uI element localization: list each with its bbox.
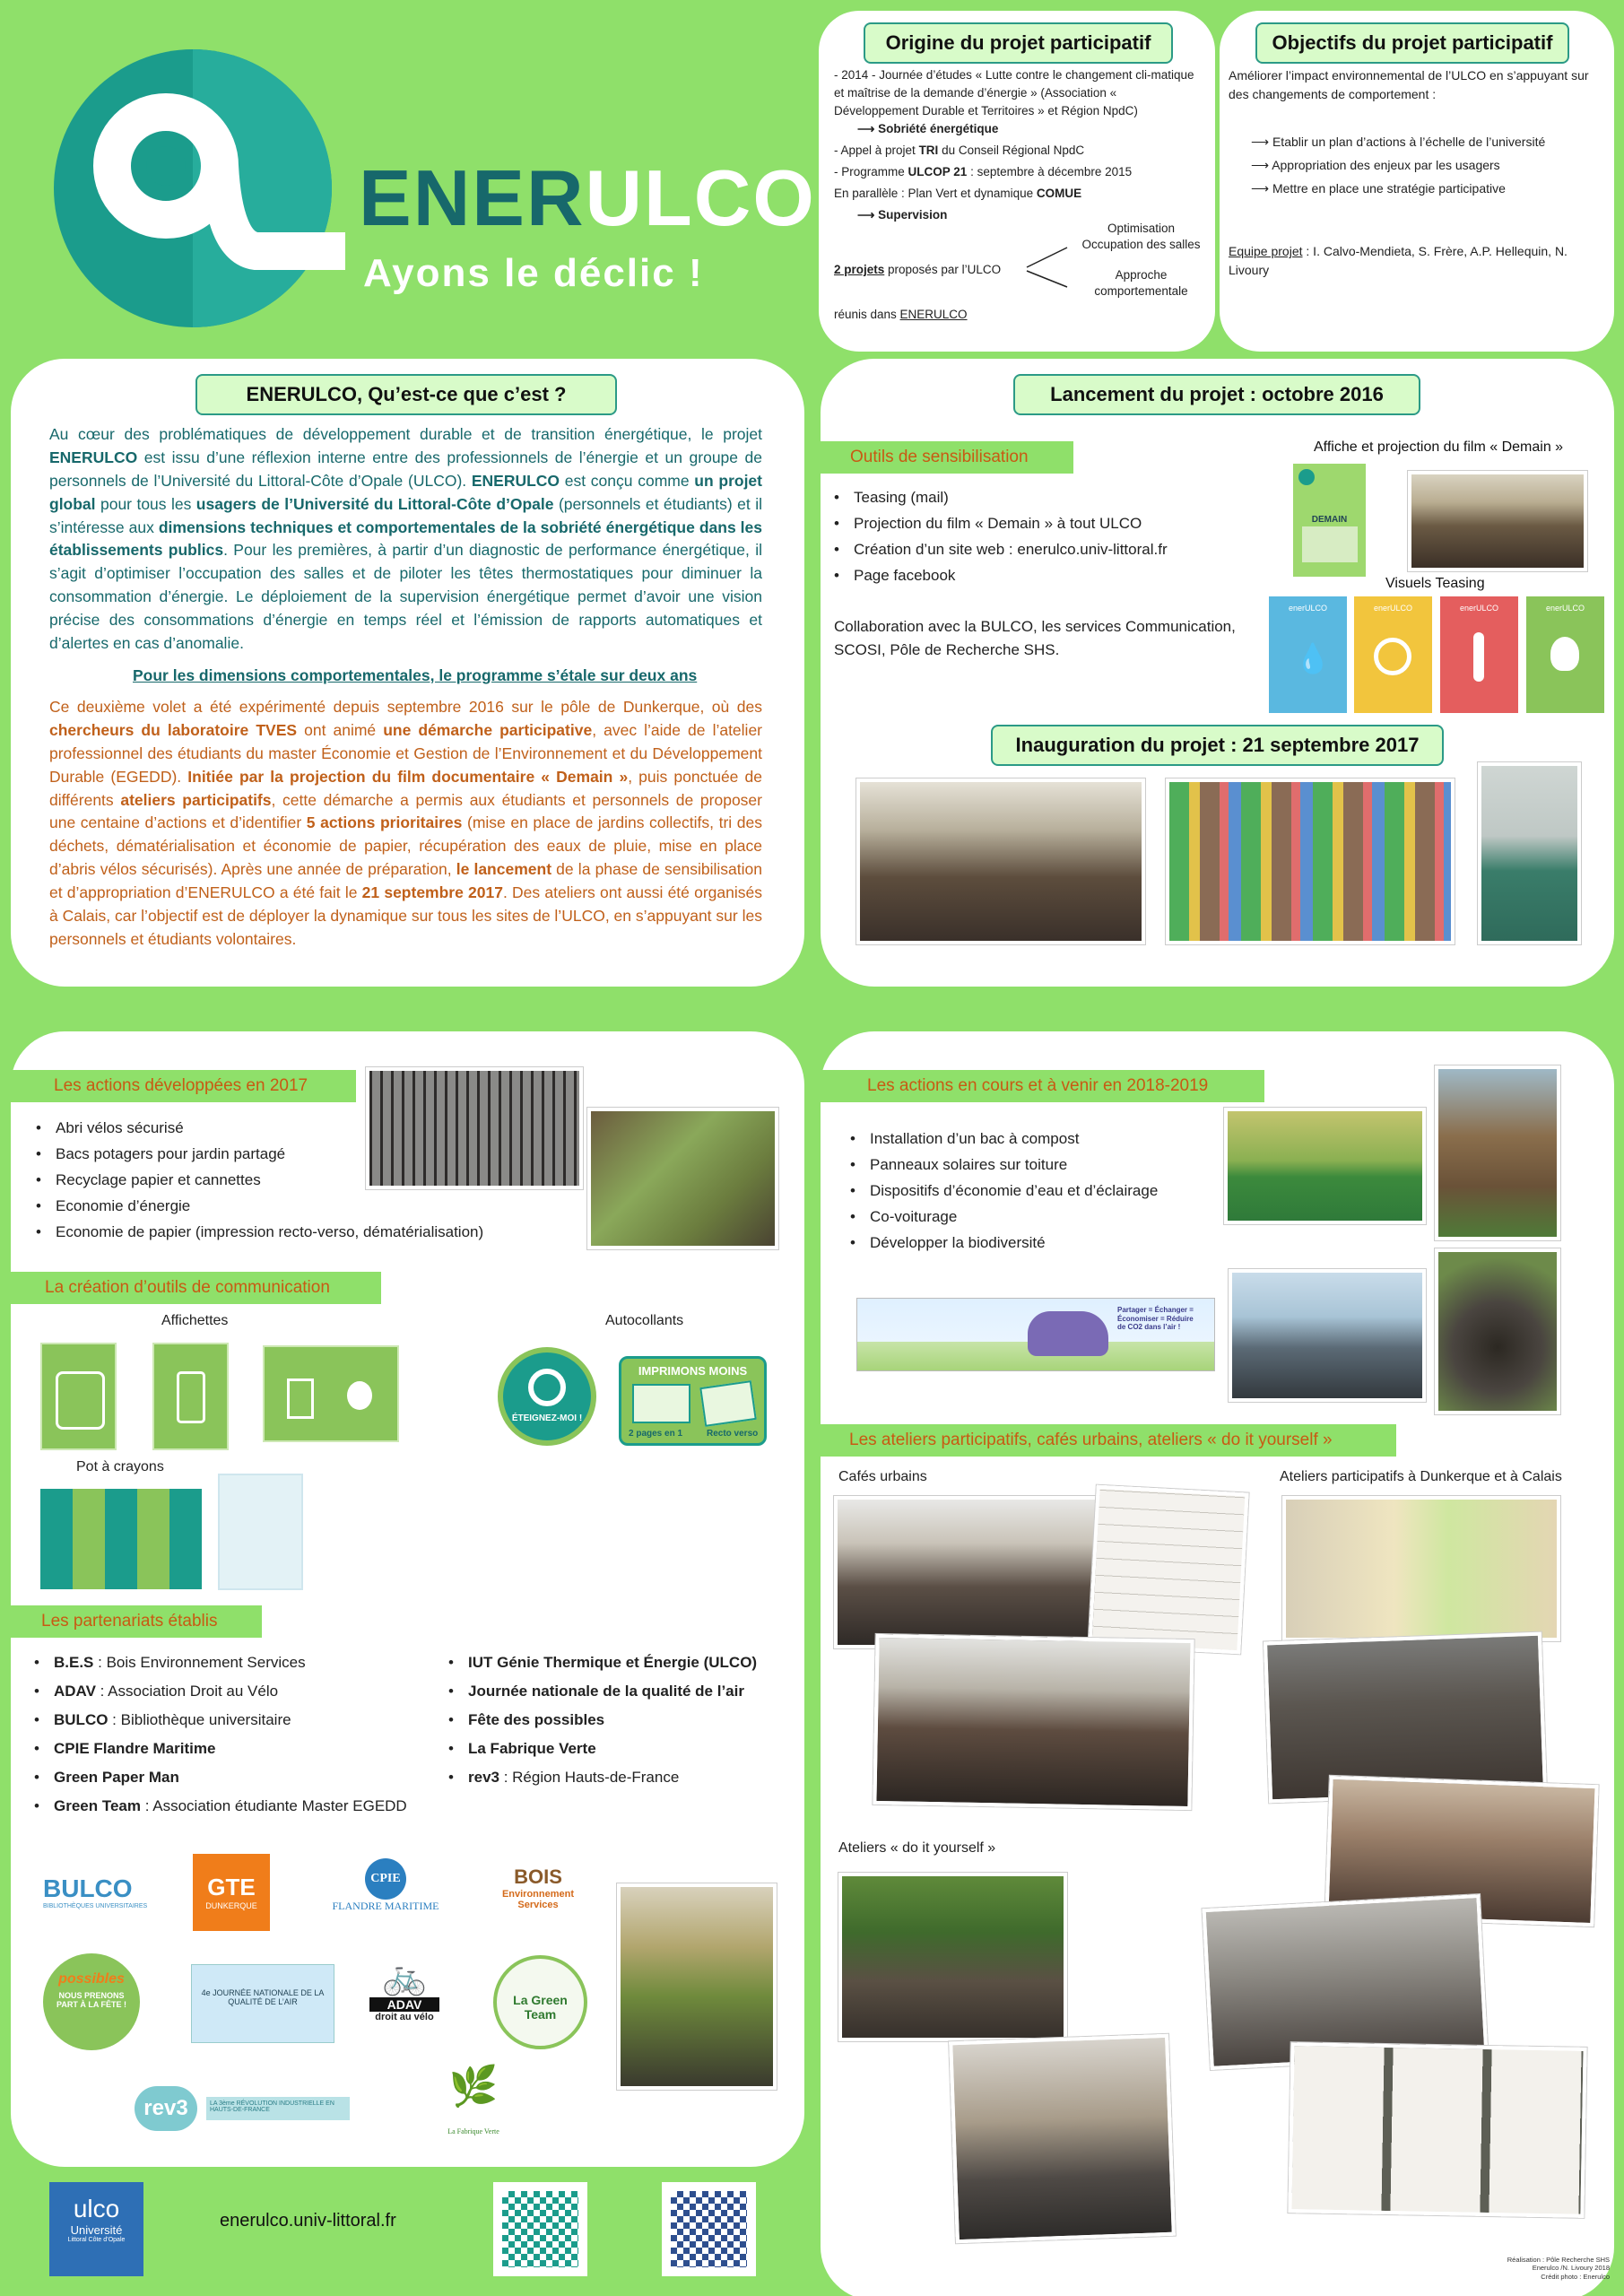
inauguration-photo-2 [1166, 778, 1455, 944]
footer-url[interactable]: enerulco.univ-littoral.fr [220, 2211, 396, 2231]
action2017-item: • Recyclage papier et cannettes [36, 1167, 483, 1193]
origine-projets [834, 263, 1001, 276]
fete-text: possibles [58, 1971, 125, 1987]
body-text: de la phase de sensibilisation et d’appropriation d’ENERULCO a été fait le [49, 860, 762, 902]
emphasis-text: usagers de l’Université du Littoral-Côte d’Opale [195, 494, 554, 513]
projection-photo [1408, 471, 1587, 571]
dk-photo-1 [1282, 1496, 1560, 1641]
fabrique-text: La Fabrique Verte [447, 2127, 499, 2135]
ulco-univ: Université [70, 2223, 123, 2237]
diy-photo-2 [949, 2034, 1176, 2243]
jnqa-logo [191, 1964, 334, 2043]
brand-ener: ENER [359, 153, 586, 242]
quest-paragraph-2 [49, 696, 762, 952]
building-photo [1229, 1269, 1426, 1402]
origine-body [834, 66, 1202, 224]
partner-desc: : Bois Environnement Services [93, 1654, 306, 1671]
inauguration-title: Inauguration du projet : 21 septembre 2017 [991, 725, 1444, 766]
teasing-poster-3 [1440, 596, 1518, 713]
demain-poster [1291, 462, 1368, 578]
collab-text: Collaboration avec la BULCO, les services Communication, SCOSI, Pôle de Recherche SHS. [834, 618, 1236, 658]
avenir-item: • Dispositifs d’économie d’eau et d’éclairage [850, 1178, 1158, 1204]
autocollants-caption: Autocollants [605, 1313, 684, 1328]
ateliers-heading: Les ateliers participatifs, cafés urbains, ateliers « do it yourself » [821, 1424, 1396, 1457]
o-l3b: ULCOP 21 [908, 164, 968, 178]
actions2017-list [36, 1115, 483, 1245]
sticker2-a: 2 pages en 1 [629, 1429, 683, 1439]
adav-sub: droit au vélo [375, 2012, 434, 2022]
objectifs-title: Objectifs du projet participatif [1255, 22, 1569, 64]
emphasis-text: dimensions techniques et comportementales de la sobriété énergétique dans les établissements publics [49, 517, 762, 560]
sticker-imprimons [619, 1356, 767, 1446]
action2017-item: • Abri vélos sécurisé [36, 1115, 483, 1141]
outil-item: • Création d’un site web : enerulco.univ-littoral.fr [834, 536, 1168, 562]
bois-text: BOIS [514, 1866, 562, 1888]
greenteam-text: La Green Team [513, 1993, 568, 2022]
garden-photo [587, 1108, 778, 1249]
outil-item: • Teasing (mail) [834, 484, 1168, 510]
origine-line2 [834, 142, 1202, 160]
quest-paragraph-1 [49, 423, 762, 656]
avenir-item: • Panneaux solaires sur toiture [850, 1152, 1158, 1178]
avenir-item: • Installation d’un bac à compost [850, 1126, 1158, 1152]
affichette-2 [152, 1343, 229, 1450]
origine-arrow2-text: Supervision [878, 207, 948, 222]
partner-item [34, 1706, 407, 1735]
partner-name: Green Paper Man [54, 1769, 179, 1786]
objectif-item [1251, 153, 1545, 177]
body-text: (mise en place de jardins collectifs, tri des déchets, dématérialisation et économie de papier, récupération des eaux de pluie, mise en place d’abris vélos sécurisés). Après une année de préparation, [49, 813, 762, 879]
partner-desc: : Association étudiante Master EGEDD [141, 1797, 407, 1814]
emphasis-text: ENERULCO [471, 471, 560, 490]
o-l2b: TRI [918, 143, 939, 157]
partenariats-right [448, 1648, 757, 1792]
diy-photo-1 [838, 1873, 1067, 2041]
o-l2c: du Conseil Régional NpdC [938, 143, 1085, 157]
fete-possibles-logo [43, 1953, 140, 2050]
enerulco-logo [49, 49, 821, 327]
demain-image [1302, 526, 1358, 562]
arrow-right-icon: ⟶ [857, 207, 879, 222]
emphasis-text: chercheurs du laboratoire TVES [49, 720, 298, 739]
partner-name: ADAV [54, 1683, 96, 1700]
body-text: , avec l’aide de l’atelier professionnel des étudiants du master Économie et Gestion de l’Environnement et du Développement Durable (EGEDD). [49, 720, 763, 786]
partner-item [34, 1792, 407, 1821]
action2017-item: • Economie de papier (impression recto-verso, dématérialisation) [36, 1219, 483, 1245]
ulco-logo [49, 2182, 143, 2276]
avenir-item: • Développer la biodiversité [850, 1230, 1158, 1256]
body-text: est issu d’une réflexion interne entre des professionnels de l’énergie et un groupe de personnels de l’Université du Littoral-Côte d’Opale (ULCO). [49, 448, 762, 490]
gte-sub: DUNKERQUE [205, 1901, 257, 1910]
outils-heading: Outils de sensibilisation [821, 441, 1073, 474]
body-text: , puis ponctuée de différents [49, 767, 762, 809]
gte-text: GTE [207, 1874, 256, 1900]
o-l3c: : septembre à décembre 2015 [967, 164, 1133, 178]
body-text: ont animé [297, 720, 384, 739]
arrow-right-icon: ⟶ [857, 121, 879, 135]
pages-icon [699, 1380, 757, 1427]
quest-title: ENERULCO, Qu’est-ce que c’est ? [195, 374, 617, 415]
partner-item [34, 1763, 407, 1792]
emphasis-text: une démarche participative [383, 720, 593, 739]
outil-item: • Page facebook [834, 562, 1168, 588]
covoiturage-banner [856, 1298, 1215, 1371]
partners-stand-photo [617, 1883, 777, 2090]
book-icon [632, 1384, 690, 1423]
o-reunis-a: réunis dans [834, 308, 900, 321]
origine-title: Origine du projet participatif [864, 22, 1173, 64]
outils-list [834, 484, 1168, 588]
insect-hotel-photo [1435, 1065, 1560, 1240]
body-text: (personnels et étudiants) et il s’intéresse aux [49, 494, 762, 536]
origine-reunis [834, 308, 968, 321]
battery-icon [177, 1371, 205, 1423]
brand-ulco: ULCO [585, 153, 816, 242]
equipe-label: Equipe projet [1229, 244, 1303, 258]
arrow-right-icon: ⟶ [1251, 181, 1272, 196]
lancement-title: Lancement du projet : octobre 2016 [1013, 374, 1420, 415]
objectif-text: Mettre en place une stratégie participative [1272, 181, 1506, 196]
partner-desc: : Région Hauts-de-France [499, 1769, 680, 1786]
partner-desc: : Association Droit au Vélo [95, 1683, 279, 1700]
outil-item: • Projection du film « Demain » à tout ULCO [834, 510, 1168, 536]
sticker-eteignez [498, 1347, 596, 1446]
quest-subheading: Pour les dimensions comportementales, le programme s’étale sur deux ans [133, 666, 698, 684]
dk-photo-5 [1288, 2042, 1586, 2218]
objectif-text: Etablir un plan d’actions à l’échelle de l’université [1272, 135, 1546, 149]
cpie-sub: FLANDRE MARITIME [332, 1900, 439, 1912]
enerulco-mini-logo-icon [1298, 469, 1315, 485]
o-l3a: - Programme [834, 164, 908, 178]
green-team-logo [493, 1955, 587, 2049]
poster-brand: enerULCO [1545, 604, 1585, 613]
pot-crayons-2 [218, 1474, 303, 1590]
bois-sub: Environnement Services [501, 1889, 575, 1910]
equipe-names: : I. Calvo-Mendieta, S. Frère, A.P. Hellequin, N. Livoury [1229, 244, 1568, 277]
car-text: Partager = Échanger = Économiser = Réduire de CO2 dans l’air ! [1117, 1306, 1194, 1332]
fabrique-verte-logo [438, 2063, 509, 2152]
ulco-text: ulco [73, 2195, 120, 2222]
objectif-item [1251, 130, 1545, 153]
credit-line: Enerulco /N. Livoury 2018 [1532, 2264, 1610, 2273]
inauguration-photo-3 [1478, 762, 1581, 944]
credit-line: Crédit photo : Enerulco [1541, 2272, 1610, 2281]
origine-branch2: Approche comportementale [1094, 268, 1188, 298]
o-l2a: - Appel à projet [834, 143, 919, 157]
o-projets-b: proposés par l’ULCO [884, 263, 1002, 276]
arrow-right-icon: ⟶ [1251, 135, 1272, 149]
teasing-poster-4 [1526, 596, 1604, 713]
origine-line3 [834, 163, 1202, 181]
car-icon [1028, 1311, 1108, 1356]
credit-line: Réalisation : Pôle Recherche SHS [1507, 2256, 1610, 2264]
gte-logo [193, 1854, 270, 1931]
partenariats-left [34, 1648, 407, 1821]
bicycle-icon: 🚲 [382, 1957, 427, 1996]
cpie-logo [323, 1858, 448, 1913]
qr-code-website-icon[interactable] [493, 2182, 587, 2276]
enerulco-swirl-icon [49, 49, 345, 327]
diy-caption: Ateliers « do it yourself » [838, 1840, 996, 1856]
adav-text: ADAV [369, 1997, 439, 2012]
emphasis-text: 21 septembre 2017 [361, 883, 503, 902]
maze-icon [56, 1371, 105, 1430]
affiche-caption: Affiche et projection du film « Demain » [1314, 439, 1564, 455]
origine-arrow1 [834, 120, 1202, 138]
partner-item [448, 1706, 757, 1735]
lightbulb-icon [1550, 637, 1579, 671]
partner-item [34, 1677, 407, 1706]
partner-name: La Fabrique Verte [468, 1740, 596, 1757]
bois-logo [498, 1866, 578, 1910]
affichette-3 [263, 1345, 399, 1442]
jnqa-text: 4e JOURNÉE NATIONALE DE LA QUALITÉ DE L’AIR [201, 1988, 325, 2006]
body-text: Au cœur des problématiques de développement durable et de transition énergétique, le projet [49, 425, 762, 443]
qr-code-facebook-icon[interactable] [662, 2182, 756, 2276]
cpie-text: CPIE [365, 1858, 406, 1900]
rev3-sub: LA 3ème RÉVOLUTION INDUSTRIELLE EN HAUTS-DE-FRANCE [206, 2097, 350, 2120]
power-icon [528, 1369, 566, 1406]
rev3-logo [135, 2086, 350, 2131]
emphasis-text: un projet global [49, 471, 762, 513]
partner-item [448, 1735, 757, 1763]
partner-item [448, 1677, 757, 1706]
ulco-univ-sub: Littoral Côte d’Opale [67, 2237, 126, 2243]
objectifs-intro: Améliorer l’impact environnemental de l’ULCO en s’appuyant sur des changements de comportement : [1229, 68, 1589, 101]
fete-sub: NOUS PRENONS PART À LA FÊTE ! [56, 1991, 126, 2009]
cafe-photo-2 [873, 1634, 1194, 1810]
avenir-heading: Les actions en cours et à venir en 2018-2019 [821, 1070, 1264, 1102]
emphasis-text: 5 actions prioritaires [306, 813, 463, 832]
emphasis-text: ateliers participatifs [120, 790, 272, 809]
partner-name: rev3 [468, 1769, 499, 1786]
compost-photo [1435, 1248, 1560, 1414]
pot-caption: Pot à crayons [76, 1459, 164, 1474]
cafes-caption: Cafés urbains [838, 1469, 927, 1484]
pot-crayons-1 [40, 1489, 202, 1589]
body-text: pour tous les [95, 494, 196, 513]
footer-credits [1390, 2256, 1610, 2281]
partner-item [448, 1648, 757, 1677]
body-text: . Des ateliers ont aussi été organisés à Calais, car l’objectif est de déployer la dynamique sur tous les sites de l’ULCO, en s’appuyant sur les personnels et étudiants volontaires. [49, 883, 762, 948]
water-drop-icon: 💧 [1295, 642, 1331, 674]
cafe-photo-1 [834, 1496, 1103, 1648]
o-l4a: En parallèle : Plan Vert et dynamique [834, 186, 1037, 200]
poster-brand: enerULCO [1373, 604, 1413, 613]
lightbulb-icon [347, 1381, 372, 1410]
adav-logo [369, 1955, 439, 2022]
emphasis-text: ENERULCO [49, 448, 138, 466]
body-text: Ce deuxième volet a été expérimenté depuis septembre 2016 sur le pôle de Dunkerque, où des [49, 698, 762, 716]
thermometer-icon [1473, 632, 1484, 682]
window-icon [287, 1378, 314, 1419]
brand-name [359, 152, 816, 244]
partner-item [34, 1735, 407, 1763]
emphasis-text: Initiée par la projection du film documentaire « Demain » [187, 767, 629, 786]
avenir-list [850, 1126, 1158, 1256]
bulco-logo [43, 1874, 151, 1909]
partner-name: BULCO [54, 1711, 109, 1728]
objectifs-equipe [1229, 242, 1605, 280]
dk-caption: Ateliers participatifs à Dunkerque et à Calais [1280, 1469, 1562, 1484]
brand-slogan: Ayons le déclic ! [363, 251, 704, 295]
objectif-item [1251, 177, 1545, 200]
body-text: est conçu comme [560, 471, 695, 490]
partner-name: IUT Génie Thermique et Énergie (ULCO) [468, 1654, 758, 1671]
sticker2-b: Recto verso [707, 1429, 759, 1439]
objectifs-list [1251, 130, 1545, 200]
sticker2-title: IMPRIMONS MOINS [638, 1364, 748, 1378]
body-text: , cette démarche a permis aux étudiants et personnels de proposer une centaine d’actions et d’identifier [49, 790, 762, 832]
solar-panel-sign-photo [1224, 1108, 1426, 1224]
partenariats-heading: Les partenariats établis [11, 1605, 262, 1638]
affichette-1 [40, 1343, 117, 1450]
arrow-right-icon: ⟶ [1251, 158, 1272, 172]
rev3-text: rev3 [135, 2086, 197, 2131]
partner-name: CPIE Flandre Maritime [54, 1740, 216, 1757]
origine-branch1: Optimisation Occupation des salles [1081, 222, 1201, 251]
inauguration-photo-1 [856, 778, 1145, 944]
demain-word: DEMAIN [1311, 515, 1348, 525]
affichettes-caption: Affichettes [161, 1313, 229, 1328]
power-icon [1374, 638, 1411, 675]
partner-name: Fête des possibles [468, 1711, 605, 1728]
bulco-sub: BIBLIOTHÈQUES UNIVERSITAIRES [43, 1903, 148, 1909]
action2017-item: • Economie d’énergie [36, 1193, 483, 1219]
origine-arrow1-text: Sobriété énergétique [878, 121, 999, 135]
partner-name: B.E.S [54, 1654, 94, 1671]
avenir-item: • Co-voiturage [850, 1204, 1158, 1230]
poster-brand: enerULCO [1459, 604, 1499, 613]
partner-item [448, 1763, 757, 1792]
o-reunis-b: ENERULCO [899, 308, 968, 321]
bulco-text: BULCO [43, 1874, 133, 1902]
partner-desc: : Bibliothèque universitaire [108, 1711, 291, 1728]
objectif-text: Appropriation des enjeux par les usagers [1272, 158, 1500, 172]
origine-line4 [834, 185, 1202, 203]
partner-name: Green Team [54, 1797, 142, 1814]
dk-photo-2 [1264, 1632, 1547, 1804]
teasing-poster-1 [1269, 596, 1347, 713]
partner-name: Journée nationale de la qualité de l’air [468, 1683, 744, 1700]
actions2017-heading: Les actions développées en 2017 [11, 1070, 356, 1102]
body-text: . Pour les premières, à partir d’un diagnostic de performance énergétique, il s’agit d’optimiser l’occupation des salles et de piloter les têtes thermostatiques pour diminuer la consommation d’énergie. Le déploiement de la supervision énergétique permet d’avoir une vision précise des consommations d’énergie en temps réel et l’émission de rapports automatiques et d’alertes en cas d’anomalie. [49, 541, 762, 653]
origine-line1: - 2014 - Journée d’études « Lutte contre le changement cli-matique et maîtrise de la demande d’énergie » (Association « Développement Durable et Territoires » et Région NpdC) [834, 68, 1194, 117]
partner-item [34, 1648, 407, 1677]
o-l4b: COMUE [1036, 186, 1082, 200]
emphasis-text: le lancement [456, 860, 552, 879]
plant-icon: 🌿 [448, 2065, 499, 2109]
poster-brand: enerULCO [1288, 604, 1328, 613]
o-projets-a: 2 projets [834, 263, 885, 276]
comm-heading: La création d’outils de communication [11, 1272, 381, 1304]
visuels-caption: Visuels Teasing [1385, 576, 1485, 591]
teasing-poster-2 [1354, 596, 1432, 713]
action2017-item: • Bacs potagers pour jardin partagé [36, 1141, 483, 1167]
sticker1-text: ÉTEIGNEZ-MOI ! [511, 1413, 583, 1423]
cafe-paper-photo [1088, 1485, 1248, 1655]
